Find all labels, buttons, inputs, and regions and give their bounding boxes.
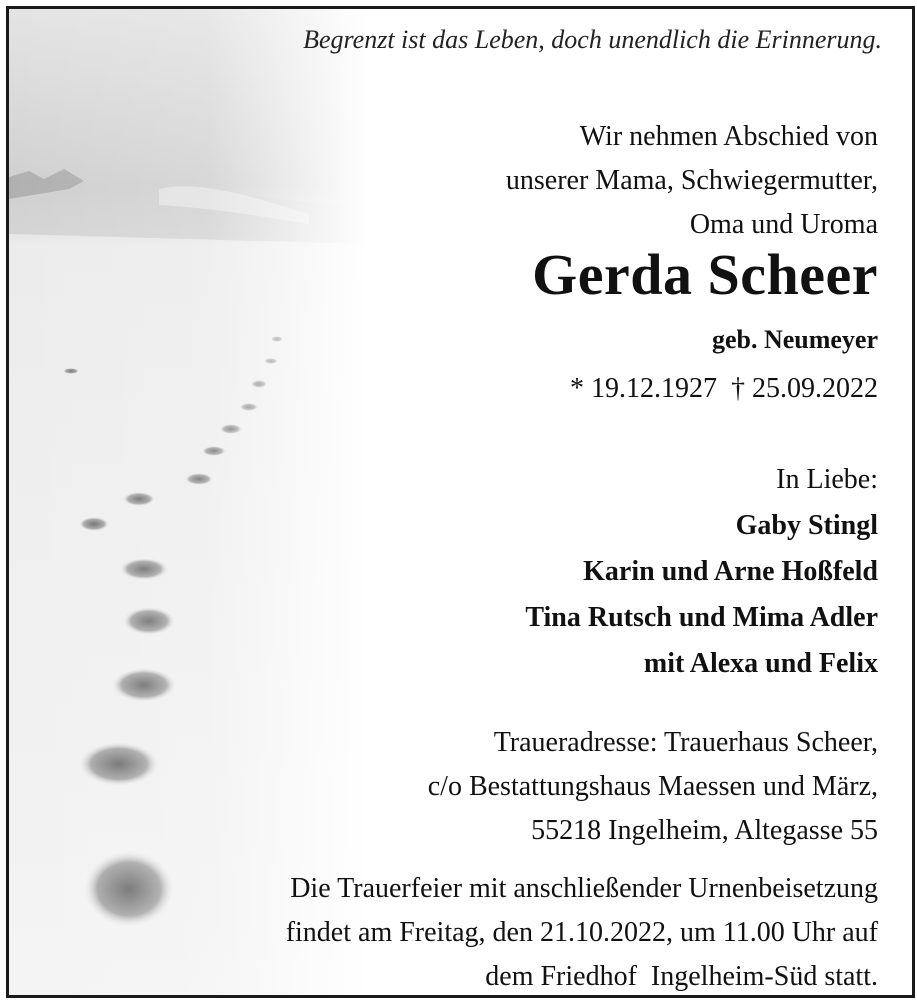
obituary-frame	[6, 6, 915, 998]
address-line: c/o Bestattungshaus Maessen und März,	[427, 771, 878, 802]
mourner-line: mit Alexa und Felix	[643, 648, 878, 679]
funeral-service-info	[286, 867, 878, 998]
intro-line: unserer Mama, Schwiegermutter,	[505, 165, 878, 196]
maiden-name: geb. Neumeyer	[711, 325, 878, 354]
mourners-intro: In Liebe:	[776, 464, 878, 495]
service-line: Die Trauerfeier mit anschließender Urnenbeisetzung	[290, 873, 878, 904]
mourner-line: Karin und Arne Hoßfeld	[583, 556, 878, 587]
intro-line: Oma und Uroma	[689, 209, 878, 240]
intro-text	[506, 115, 878, 247]
mourners-block	[525, 457, 878, 687]
address-line: Traueradresse: Trauerhaus Scheer,	[493, 727, 878, 758]
mourner-line: Tina Rutsch und Mima Adler	[525, 602, 878, 633]
service-line: dem Friedhof Ingelheim-Süd statt.	[485, 961, 878, 992]
snow-footprints-image	[9, 9, 369, 995]
intro-line: Wir nehmen Abschied von	[579, 121, 878, 152]
condolence-address	[428, 721, 878, 853]
life-dates: * 19.12.1927 † 25.09.2022	[570, 373, 878, 404]
mourner-line: Gaby Stingl	[735, 510, 878, 541]
address-line: 55218 Ingelheim, Altegasse 55	[531, 815, 878, 846]
motto: Begrenzt ist das Leben, doch unendlich die Erinnerung.	[303, 25, 882, 54]
service-line: findet am Freitag, den 21.10.2022, um 11.00 Uhr auf	[285, 917, 878, 948]
deceased-name: Gerda Scheer	[532, 242, 878, 307]
